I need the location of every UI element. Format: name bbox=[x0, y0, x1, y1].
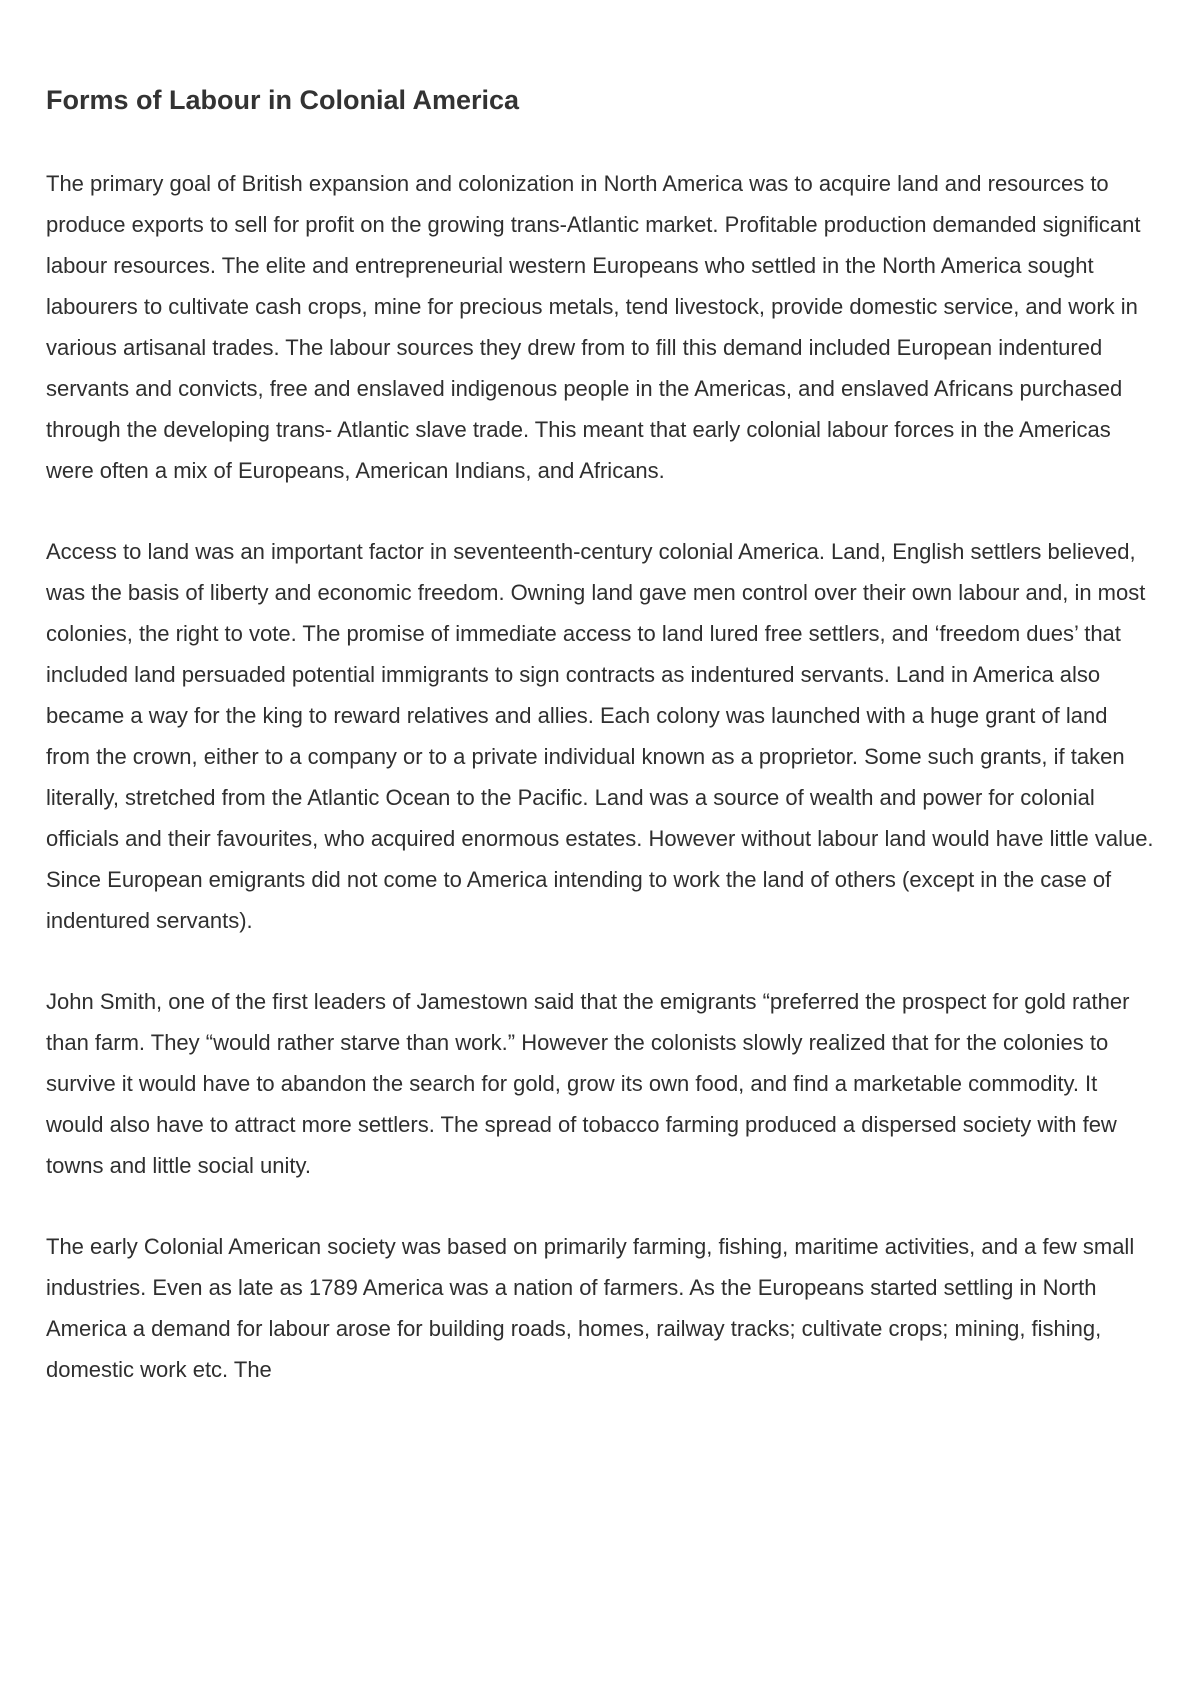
paragraph-2: Access to land was an important factor in seventeenth-century colonial America. Land, English settlers believed, was the basis of liberty and economic freedom. Owning land gave men control over their own labour and, in most colonies, the right to vote. The promise of immediate access to land lured free settlers, and ‘freedom dues’ that included land persuaded potential immigrants to sign contracts as indentured servants. Land in America also became a way for the king to reward relatives and allies. Each colony was launched with a huge grant of land from the crown, either to a company or to a private individual known as a proprietor. Some such grants, if taken literally, stretched from the Atlantic Ocean to the Pacific. Land was a source of wealth and power for colonial officials and their favourites, who acquired enormous estates. However without labour land would have little value. Since European emigrants did not come to America intending to work the land of others (except in the case of indentured servants). bbox=[46, 539, 1154, 933]
paragraph-4: The early Colonial American society was based on primarily farming, fishing, maritime activities, and a few small industries. Even as late as 1789 America was a nation of farmers. As the Europeans started settling in North America a demand for labour arose for building roads, homes, railway tracks; cultivate crops; mining, fishing, domestic work etc. The bbox=[46, 1234, 1135, 1382]
article-body bbox=[46, 163, 1155, 1390]
paragraph-1: The primary goal of British expansion and colonization in North America was to acquire land and resources to produce exports to sell for profit on the growing trans-Atlantic market. Profitable production demanded significant labour resources. The elite and entrepreneurial western Europeans who settled in the North America sought labourers to cultivate cash crops, mine for precious metals, tend livestock, provide domestic service, and work in various artisanal trades. The labour sources they drew from to fill this demand included European indentured servants and convicts, free and enslaved indigenous people in the Americas, and enslaved Africans purchased through the developing trans- Atlantic slave trade. This meant that early colonial labour forces in the Americas were often a mix of Europeans, American Indians, and Africans. bbox=[46, 171, 1141, 483]
document-title: Forms of Labour in Colonial America bbox=[46, 85, 520, 115]
paragraph-3: John Smith, one of the first leaders of Jamestown said that the emigrants “preferred the prospect for gold rather than farm. They “would rather starve than work.” However the colonists slowly realized that for the colonies to survive it would have to abandon the search for gold, grow its own food, and find a marketable commodity. It would also have to attract more settlers. The spread of tobacco farming produced a dispersed society with few towns and little social unity. bbox=[46, 989, 1130, 1178]
